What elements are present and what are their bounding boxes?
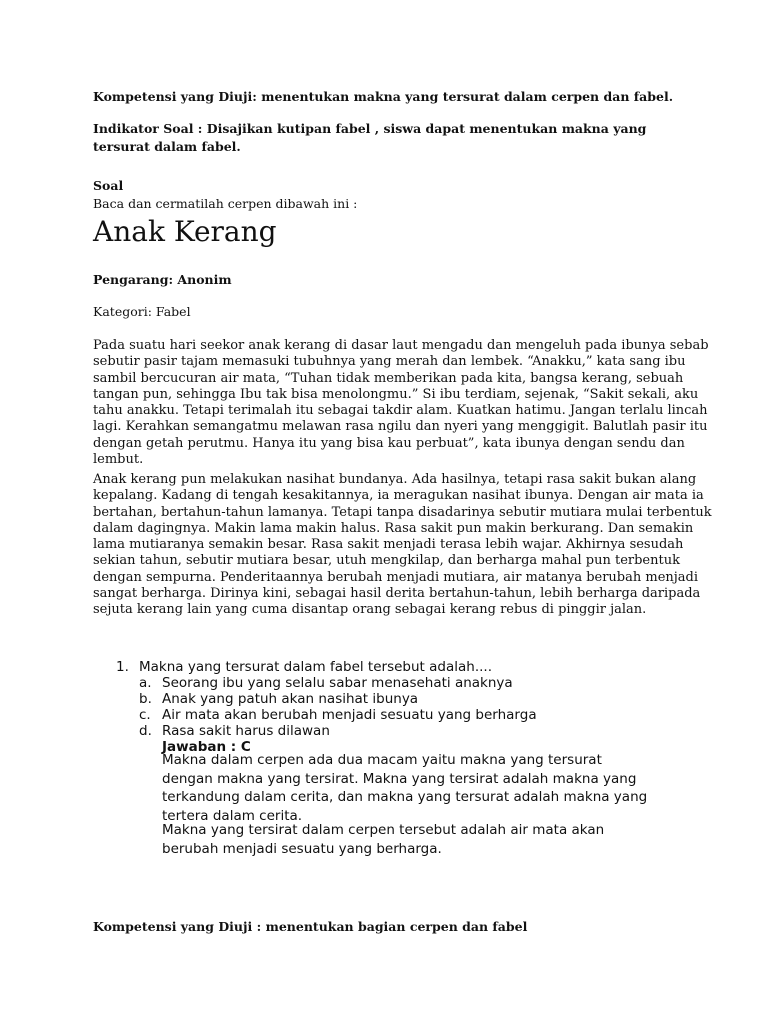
story-paragraph-2 <box>93 472 712 619</box>
indikator-line-1: Indikator Soal : Disajikan kutipan fabel , siswa dapat menentukan makna yang <box>93 121 647 136</box>
explanation-line: Makna dalam cerpen ada dua macam yaitu makna yang tersurat <box>162 752 602 768</box>
story-line: sebutir pasir tajam memasuki tubuhnya yang merah dan lembek. “Anakku,” kata sang ibu <box>93 354 686 370</box>
story-line: Pada suatu hari seekor anak kerang di dasar laut mengadu dan mengeluh pada ibunya sebab <box>93 338 709 353</box>
story-title: Anak Kerang <box>93 215 277 248</box>
story-line: kepalang. Kadang di tengah kesakitannya, ia meragukan nasihat ibunya. Dengan air mata ia <box>93 488 704 504</box>
story-line: dengan getah perutmu. Hanya itu yang bisa kau perbuat”, kata ibunya dengan sendu dan <box>93 435 685 451</box>
explanation-paragraph-2 <box>162 821 604 858</box>
story-line: dalam dagingnya. Makin lama makin halus. Rasa sakit pun makin berkurang. Dan semakin <box>93 520 694 536</box>
story-line: tahu anakku. Tetapi terimalah itu sebagai takdir alam. Kuatkan hatimu. Jangan terlalu lincah <box>93 403 708 419</box>
kompetensi-footer: Kompetensi yang Diuji : menentukan bagian cerpen dan fabel <box>93 919 528 934</box>
story-line: dengan sempurna. Penderitaannya berubah menjadi mutiara, air matanya berubah menjadi <box>93 569 699 585</box>
soal-instruction: Baca dan cermatilah cerpen dibawah ini : <box>93 196 358 211</box>
story-line: bertahan, bertahun-tahun lamanya. Tetapi tanpa disadarinya sebutir mutiara mulai terbentuk <box>93 504 712 520</box>
explanation-line: Makna yang tersirat dalam cerpen tersebut adalah air mata akan <box>162 822 605 838</box>
explanation-line: tertera dalam cerita. <box>162 807 303 824</box>
story-paragraph-1 <box>93 338 709 468</box>
story-author: Pengarang: Anonim <box>93 272 232 287</box>
question-text: Makna yang tersurat dalam fabel tersebut adalah.... <box>139 659 492 675</box>
story-category: Kategori: Fabel <box>93 304 191 319</box>
story-line: sekian tahun, sebutir mutiara besar, utuh mengkilap, dan berharga mahal pun terbentuk <box>93 553 680 569</box>
story-line: tangan pun, sehingga Ibu tak bisa menolongmu.” Si ibu terdiam, sejenak, “Sakit sekali, aku <box>93 386 699 402</box>
answer-label: Jawaban : C <box>162 739 251 755</box>
option-letter-b: b. <box>139 691 152 707</box>
soal-label: Soal <box>93 178 124 193</box>
option-text-d: Rasa sakit harus dilawan <box>162 723 330 739</box>
indikator-line-2: tersurat dalam fabel. <box>93 139 241 154</box>
option-letter-c: c. <box>139 707 151 723</box>
story-line: lagi. Kerahkan semangatmu melawan rasa ngilu dan nyeri yang menggigit. Balutlah pasir itu <box>93 419 708 435</box>
explanation-line: terkandung dalam cerita, dan makna yang tersurat adalah makna yang <box>162 789 648 805</box>
story-line: lembut. <box>93 452 144 468</box>
option-text-b: Anak yang patuh akan nasihat ibunya <box>162 691 419 707</box>
option-text-a: Seorang ibu yang selalu sabar menasehati anaknya <box>162 675 513 691</box>
option-text-c: Air mata akan berubah menjadi sesuatu yang berharga <box>162 707 537 723</box>
story-line: sangat berharga. Dirinya kini, sebagai hasil derita bertahun-tahun, lebih berharga daripada <box>93 586 701 602</box>
question-number: 1. <box>116 659 129 675</box>
option-letter-a: a. <box>139 675 152 691</box>
story-line: sambil bercucuran air mata, “Tuhan tidak memberikan pada kita, bangsa kerang, sebuah <box>93 370 684 386</box>
story-line: sejuta kerang lain yang cuma disantap orang sebagai kerang rebus di pinggir jalan. <box>93 602 647 618</box>
explanation-line: dengan makna yang tersirat. Makna yang tersirat adalah makna yang <box>162 770 637 787</box>
story-line: lama mutiaranya semakin besar. Rasa sakit menjadi terasa lebih wajar. Akhirnya sesudah <box>93 537 684 553</box>
kompetensi-header: Kompetensi yang Diuji: menentukan makna yang tersurat dalam cerpen dan fabel. <box>93 89 674 104</box>
explanation-line: berubah menjadi sesuatu yang berharga. <box>162 840 442 857</box>
explanation-paragraph-1 <box>162 751 647 825</box>
option-letter-d: d. <box>139 723 152 739</box>
story-line: Anak kerang pun melakukan nasihat bundanya. Ada hasilnya, tetapi rasa sakit bukan alang <box>93 472 697 487</box>
